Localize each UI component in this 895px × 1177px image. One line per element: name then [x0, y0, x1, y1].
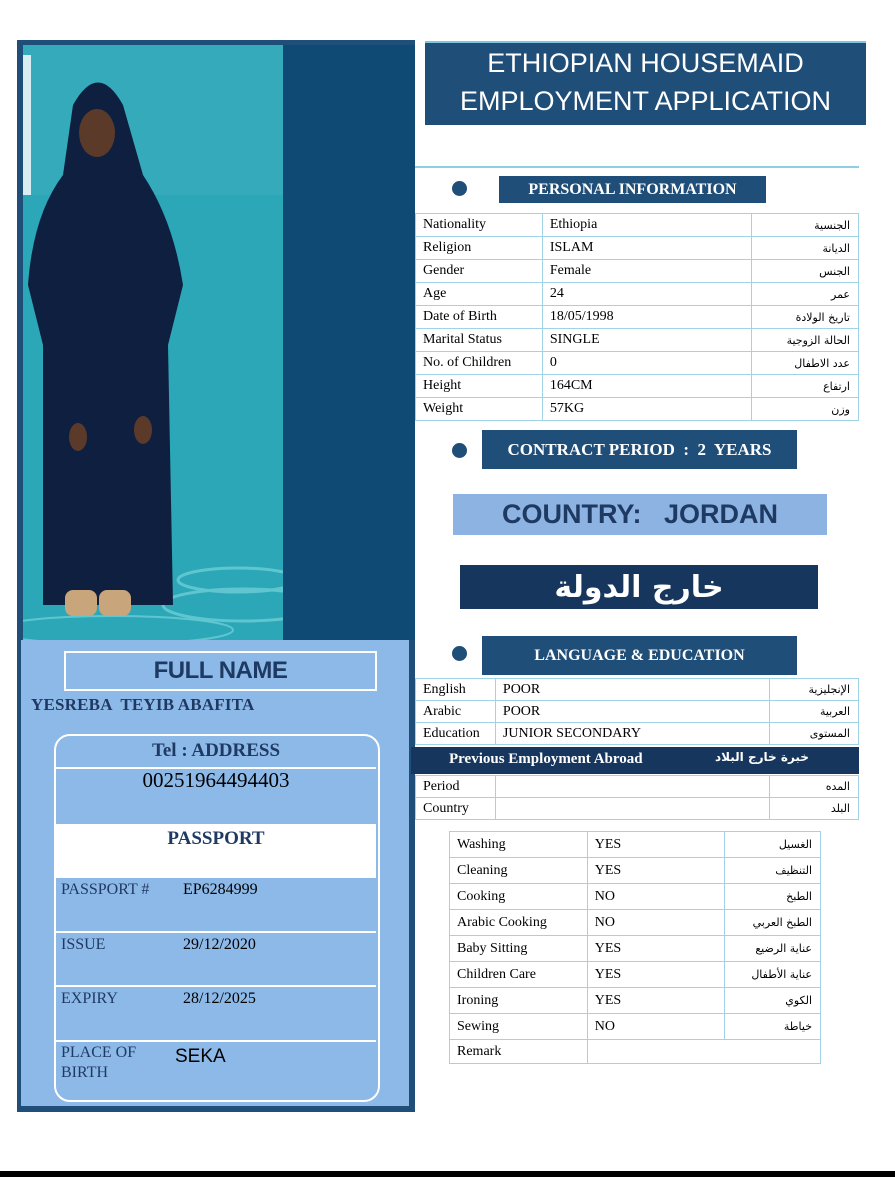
- skill-label: Cooking: [450, 884, 588, 910]
- birth-place-label-line2: BIRTH: [61, 1064, 109, 1081]
- skill-row: [450, 910, 821, 936]
- skill-value: YES: [587, 936, 724, 962]
- contract-period-heading: CONTRACT PERIOD : 2 YEARS: [482, 430, 797, 469]
- language-arabic: العربية: [770, 701, 859, 723]
- previous-employment-arabic: المده: [770, 776, 859, 798]
- skill-label: Arabic Cooking: [450, 910, 588, 936]
- expiry-date: 28/12/2025: [183, 990, 256, 1007]
- personal-info-label: Height: [416, 375, 543, 398]
- previous-employment-arabic: خبرة خارج البلاد: [715, 750, 809, 764]
- personal-info-arabic: عدد الاطفال: [752, 352, 859, 375]
- personal-info-value: 57KG: [542, 398, 751, 421]
- skill-value: YES: [587, 832, 724, 858]
- passport-number-value: EP6284999: [183, 881, 258, 898]
- skill-row: [450, 884, 821, 910]
- language-row: [416, 701, 859, 723]
- skill-label: Sewing: [450, 1014, 588, 1040]
- card-divider: [56, 931, 376, 933]
- passport-heading: PASSPORT: [167, 828, 265, 849]
- language-label: Arabic: [416, 701, 496, 723]
- language-label: English: [416, 679, 496, 701]
- photo-side-strip: [283, 45, 415, 640]
- personal-info-value: Female: [542, 260, 751, 283]
- personal-info-row: [416, 283, 859, 306]
- skill-value: NO: [587, 910, 724, 936]
- previous-employment-row: [416, 776, 859, 798]
- previous-employment-arabic: البلد: [770, 798, 859, 820]
- skill-row: [450, 1014, 821, 1040]
- skill-value: YES: [587, 858, 724, 884]
- personal-info-value: 0: [542, 352, 751, 375]
- previous-employment-heading: [411, 747, 859, 774]
- skill-label: Cleaning: [450, 858, 588, 884]
- passport-number-label: PASSPORT #: [61, 881, 150, 898]
- skill-value: YES: [587, 962, 724, 988]
- language-value: POOR: [495, 679, 769, 701]
- issue-label: ISSUE: [61, 936, 106, 953]
- language-row: [416, 723, 859, 745]
- candidate-photo: [23, 45, 283, 640]
- personal-info-label: No. of Children: [416, 352, 543, 375]
- skill-row: [450, 858, 821, 884]
- language-education-heading: LANGUAGE & EDUCATION: [482, 636, 797, 675]
- personal-info-arabic: وزن: [752, 398, 859, 421]
- skill-row: [450, 988, 821, 1014]
- full-name-value: YESREBA TEYIB ABAFITA: [31, 695, 255, 714]
- language-table: [415, 678, 859, 745]
- birth-place-value: SEKA: [175, 1046, 226, 1067]
- skill-row: [450, 936, 821, 962]
- bullet-icon: [452, 646, 467, 661]
- personal-info-value: SINGLE: [542, 329, 751, 352]
- language-row: [416, 679, 859, 701]
- skill-arabic: الطبخ العربي: [725, 910, 821, 936]
- skill-value: NO: [587, 884, 724, 910]
- skill-arabic: عناية الأطفال: [725, 962, 821, 988]
- personal-info-value: 24: [542, 283, 751, 306]
- section-rule: [415, 166, 859, 168]
- language-label: Education: [416, 723, 496, 745]
- card-divider: [56, 985, 376, 987]
- remark-label: Remark: [450, 1040, 588, 1064]
- personal-info-row: [416, 352, 859, 375]
- previous-employment-row: [416, 798, 859, 820]
- personal-info-arabic: عمر: [752, 283, 859, 306]
- language-value: JUNIOR SECONDARY: [495, 723, 769, 745]
- personal-info-row: [416, 329, 859, 352]
- personal-info-arabic: تاريخ الولادة: [752, 306, 859, 329]
- skill-arabic: الكوي: [725, 988, 821, 1014]
- skill-value: NO: [587, 1014, 724, 1040]
- bullet-icon: [452, 181, 467, 196]
- language-arabic: المستوى: [770, 723, 859, 745]
- birth-place-label-line1: PLACE OF: [61, 1044, 137, 1061]
- skill-arabic: التنظيف: [725, 858, 821, 884]
- personal-info-label: Nationality: [416, 214, 543, 237]
- title-line-2: EMPLOYMENT APPLICATION: [459, 86, 832, 116]
- candidate-photo-illustration: [23, 45, 283, 640]
- page-bottom-rule: [0, 1171, 895, 1177]
- skill-arabic: خياطة: [725, 1014, 821, 1040]
- previous-employment-label: Period: [416, 776, 496, 798]
- previous-employment-label: Country: [416, 798, 496, 820]
- personal-info-value: ISLAM: [542, 237, 751, 260]
- phone-number: 00251964494403: [142, 768, 290, 792]
- skill-arabic: الطبخ: [725, 884, 821, 910]
- personal-info-value: Ethiopia: [542, 214, 751, 237]
- previous-employment-table: [415, 775, 859, 820]
- skill-value: YES: [587, 988, 724, 1014]
- personal-info-row: [416, 398, 859, 421]
- skill-arabic: الغسيل: [725, 832, 821, 858]
- personal-info-value: 18/05/1998: [542, 306, 751, 329]
- personal-info-row: [416, 375, 859, 398]
- bullet-icon: [452, 443, 467, 458]
- remark-value: [587, 1040, 820, 1064]
- full-name-label: FULL NAME: [64, 651, 377, 691]
- personal-info-row: [416, 260, 859, 283]
- language-value: POOR: [495, 701, 769, 723]
- personal-info-table: [415, 213, 859, 421]
- skill-label: Baby Sitting: [450, 936, 588, 962]
- skill-label: Ironing: [450, 988, 588, 1014]
- skills-table: [449, 831, 821, 1064]
- personal-info-value: 164CM: [542, 375, 751, 398]
- title-line-1: ETHIOPIAN HOUSEMAID: [487, 48, 804, 78]
- personal-info-label: Marital Status: [416, 329, 543, 352]
- skill-row: [450, 832, 821, 858]
- expiry-label: EXPIRY: [61, 990, 118, 1007]
- abroad-arabic-banner: خارج الدولة: [460, 565, 818, 609]
- personal-info-label: Age: [416, 283, 543, 306]
- skill-row: [450, 962, 821, 988]
- personal-info-arabic: ارتفاع: [752, 375, 859, 398]
- personal-info-arabic: الجنسية: [752, 214, 859, 237]
- remark-row: [450, 1040, 821, 1064]
- tel-address-label: Tel : ADDRESS: [151, 740, 281, 761]
- personal-info-arabic: الجنس: [752, 260, 859, 283]
- personal-info-heading: PERSONAL INFORMATION: [499, 176, 766, 203]
- personal-info-label: Religion: [416, 237, 543, 260]
- previous-employment-value: [495, 776, 769, 798]
- document-title: [425, 44, 866, 120]
- personal-info-row: [416, 237, 859, 260]
- card-divider: [56, 1040, 376, 1042]
- skill-label: Children Care: [450, 962, 588, 988]
- skill-label: Washing: [450, 832, 588, 858]
- personal-info-arabic: الديانة: [752, 237, 859, 260]
- personal-info-arabic: الحالة الزوجية: [752, 329, 859, 352]
- personal-info-label: Date of Birth: [416, 306, 543, 329]
- issue-date: 29/12/2020: [183, 936, 256, 953]
- previous-employment-value: [495, 798, 769, 820]
- personal-info-label: Weight: [416, 398, 543, 421]
- personal-info-row: [416, 306, 859, 329]
- personal-info-label: Gender: [416, 260, 543, 283]
- skill-arabic: عناية الرضيع: [725, 936, 821, 962]
- destination-country: COUNTRY: JORDAN: [453, 494, 827, 535]
- previous-employment-title: Previous Employment Abroad: [449, 751, 643, 767]
- language-arabic: الإنجليزية: [770, 679, 859, 701]
- personal-info-row: [416, 214, 859, 237]
